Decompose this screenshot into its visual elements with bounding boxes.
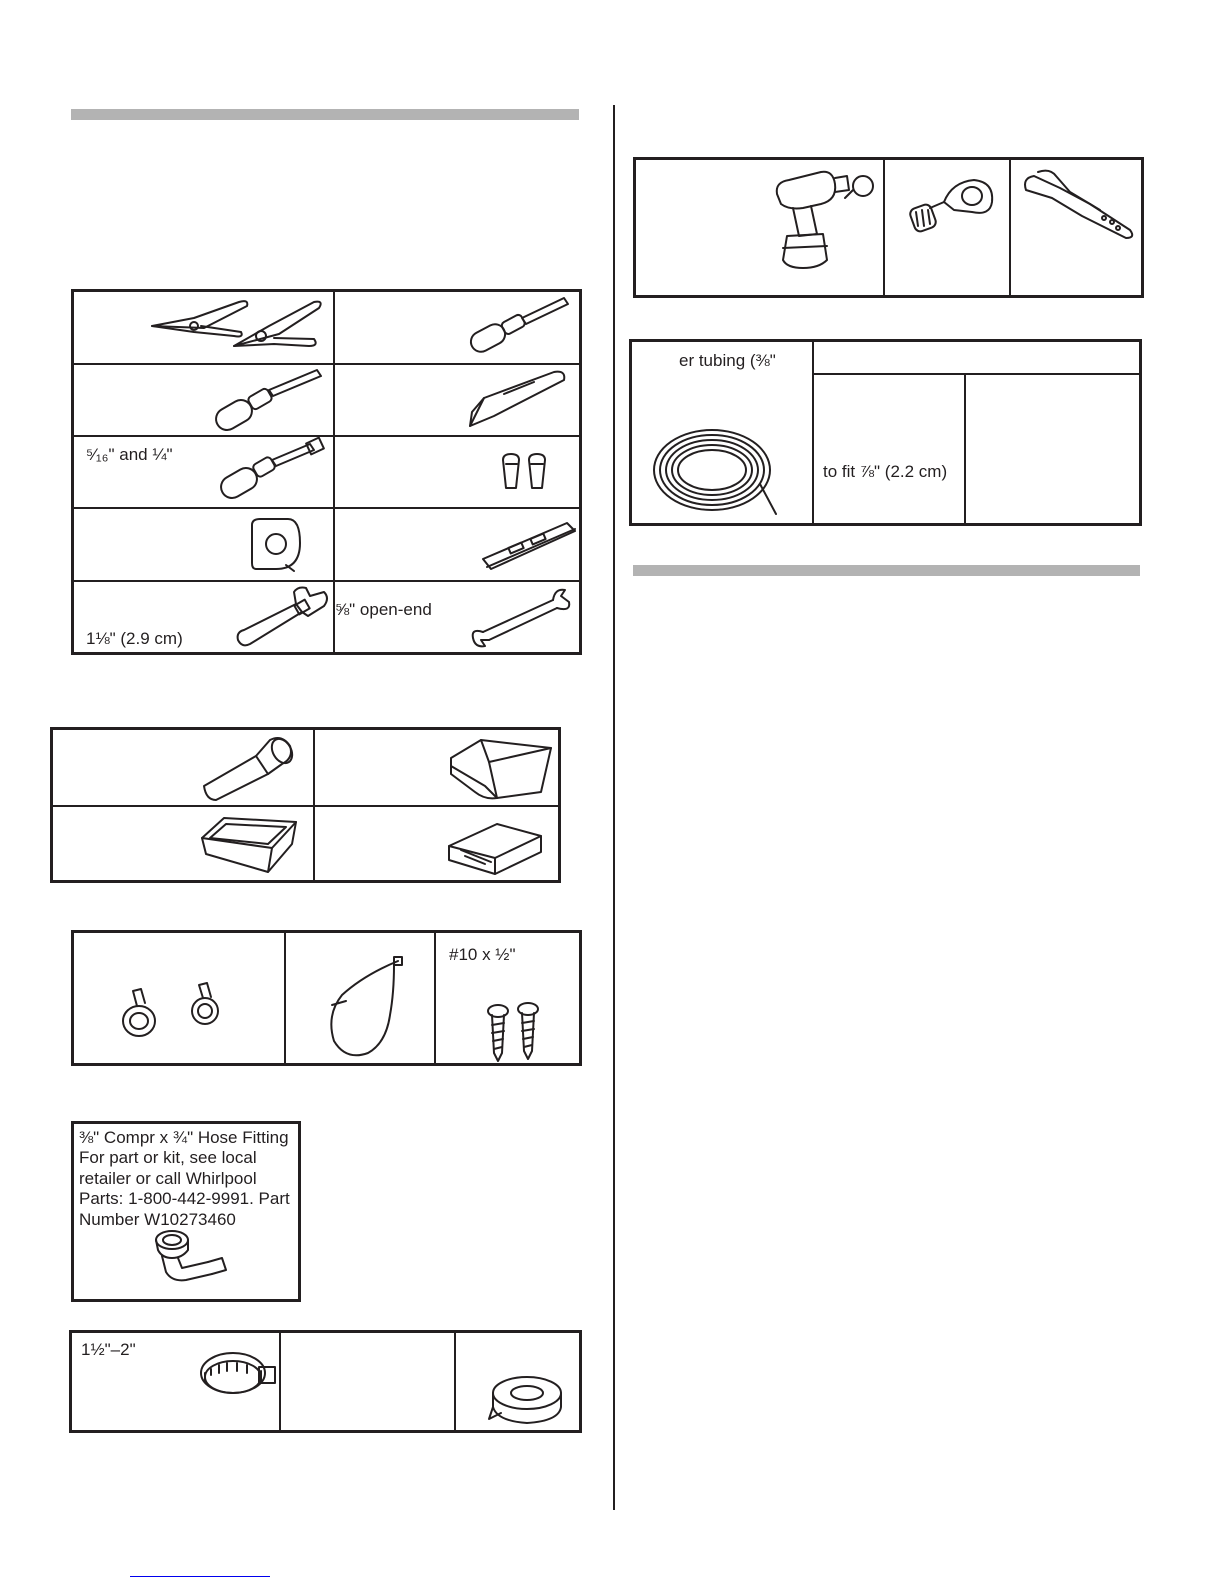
section-bar-left <box>71 109 579 120</box>
tools-table <box>71 289 582 655</box>
section-bar-right <box>633 565 1140 576</box>
nut-driver-size-label: ⁵⁄₁₆" and ¼" <box>86 445 173 464</box>
flashlight-icon <box>198 734 298 802</box>
tape-measure-icon <box>246 517 306 572</box>
wood-block-icon <box>445 810 545 876</box>
supplies-table <box>50 727 561 883</box>
hose-clamps-icon <box>119 981 229 1043</box>
adjustable-wrench-icon <box>234 584 334 650</box>
open-end-wrench-icon <box>469 584 574 650</box>
copper-tubing-label: er tubing (⅜" <box>679 351 776 370</box>
phillips-screwdriver-icon <box>209 368 329 434</box>
water-supply-table <box>629 339 1142 526</box>
screw-size-label: #10 x ½" <box>449 945 516 964</box>
column-divider <box>613 105 615 1510</box>
tubing-cutter-icon <box>908 172 998 238</box>
worm-clamp-icon <box>197 1345 279 1403</box>
cordless-drill-icon <box>771 164 881 272</box>
screws-icon <box>484 1003 544 1063</box>
clamp-size-label: 1½"–2" <box>81 1340 136 1359</box>
towels-icon <box>445 734 555 802</box>
utility-knife-icon <box>464 368 579 434</box>
flat-screwdriver-icon <box>464 296 579 361</box>
fitting-box <box>71 1121 301 1302</box>
nut-driver-icon <box>214 438 329 504</box>
wire-stripper-icon <box>1020 168 1140 243</box>
level-icon <box>479 517 579 577</box>
footer-link-underline[interactable] <box>130 1576 270 1577</box>
elbow-fitting-icon <box>152 1228 232 1288</box>
drain-hose-icon <box>324 955 414 1063</box>
power-tools-table <box>633 157 1144 298</box>
wire-connectors-icon <box>499 450 559 492</box>
parts-table <box>71 930 582 1066</box>
copper-tubing-icon <box>650 414 780 524</box>
pliers-icon <box>149 296 324 356</box>
open-end-wrench-label: ⅝" open-end <box>335 600 432 619</box>
clamp-table <box>69 1330 582 1433</box>
adjustable-wrench-size-label: 1⅛" (2.9 cm) <box>86 629 183 648</box>
fit-size-label: to fit ⅞" (2.2 cm) <box>823 462 948 481</box>
pan-icon <box>198 810 298 876</box>
fitting-note: ⅜" Compr x ¾" Hose Fitting For part or kit, see local retailer or call Whirlpool Parts: 1-800-442-9991. Part Number W10273460 <box>79 1128 290 1229</box>
teflon-tape-icon <box>487 1373 567 1427</box>
